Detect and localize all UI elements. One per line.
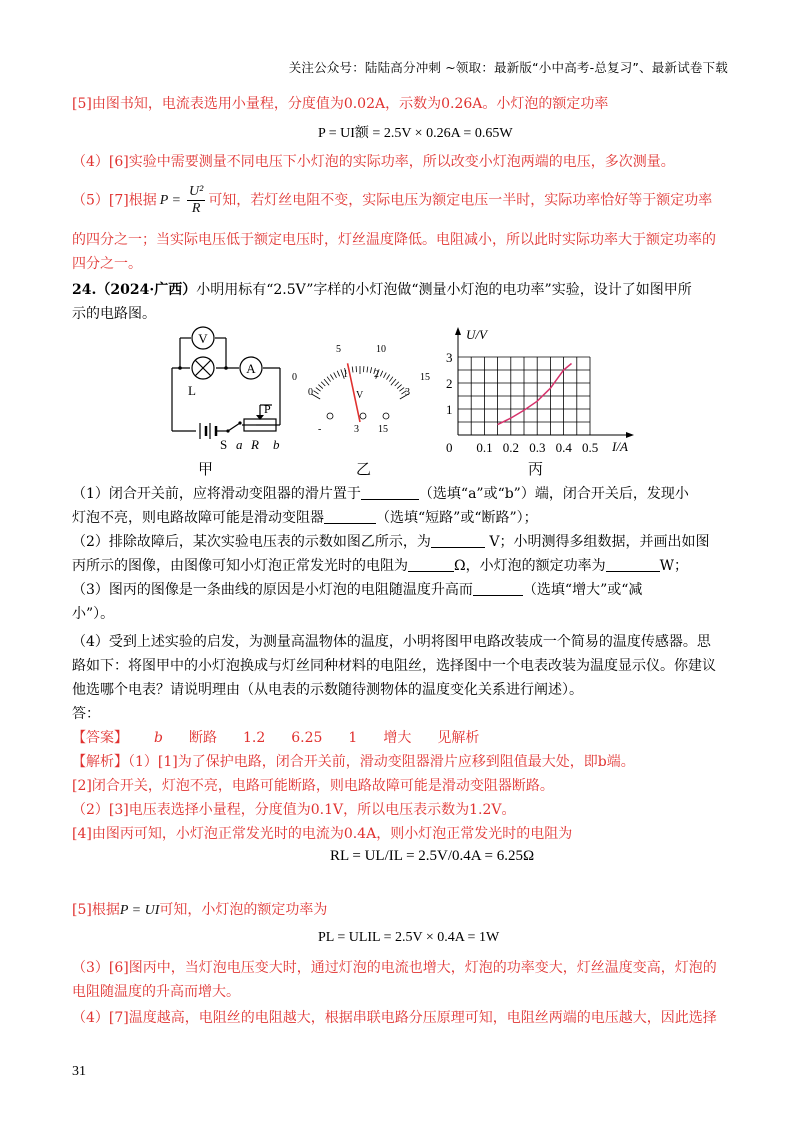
- meter-tick: [397, 385, 401, 389]
- analysis-line-8: （4）[7]温度越高，电阻丝的电阻越大，根据串联电路分压原理可知，电阻丝两端的电压越大，因此选择: [72, 1010, 717, 1026]
- analysis-text-1: （1）[1]为了保护电路，闭合开关前，滑动变阻器滑片应移到阻值最大处，即b端。: [128, 754, 635, 770]
- q1-text-d: （选填“短路”或“断路”）；: [376, 510, 538, 526]
- answer-line: [72, 726, 736, 750]
- rheostat-label: R: [251, 437, 259, 452]
- prev-line-7c: 的四分之一；当实际电压低于额定电压时，灯丝温度降低。电阻减小，所以此时实际功率大于额定功率的: [72, 232, 716, 248]
- answer-3: 1.2: [242, 730, 266, 746]
- lamp-label: L: [188, 383, 196, 398]
- meter-tick: [314, 391, 319, 394]
- top-scale-10: 10: [376, 344, 386, 355]
- answer-label: 【答案】: [72, 730, 128, 746]
- q3-text-b: （选填“增大”或“减: [522, 582, 643, 598]
- answer-6: 增大: [383, 730, 412, 746]
- q24-stem-text: 小明用标有“2.5V”字样的小灯泡做“测量小灯泡的电功率”实验，设计了如图甲所: [196, 282, 692, 298]
- x-tick-label: 0.1: [476, 440, 493, 455]
- q2-text-e: W；: [659, 558, 688, 574]
- answer-5: 1: [348, 730, 358, 746]
- analysis-line-1: [72, 750, 736, 774]
- meter-tick: [395, 382, 399, 386]
- meter-tick: [399, 388, 404, 392]
- prev-line-7d: 四分之一。: [72, 256, 142, 272]
- q2-blank-3[interactable]: [606, 557, 660, 572]
- q2-blank-1[interactable]: [431, 533, 485, 548]
- end-a-label: a: [236, 437, 243, 452]
- meter-tick: [380, 371, 382, 376]
- figure-label-bing: 丙: [528, 460, 544, 478]
- meter-tick: [316, 388, 321, 392]
- answer-7: 见解析: [437, 730, 480, 746]
- q3-line-2: 小”）。: [72, 606, 115, 622]
- ammeter-label: A: [246, 361, 256, 376]
- meter-tick: [370, 367, 371, 373]
- prev-line-5: [5]由图书知，电流表选用小量程，分度值为0.02A，示数为0.26A。小灯泡的额定功率: [72, 96, 609, 112]
- analysis-line-4: [4]由图丙可知，小灯泡正常发光时的电流为0.4A，则小灯泡正常发光时的电阻为: [72, 826, 573, 842]
- meter-tick: [386, 375, 389, 380]
- x-tick-label: 0.3: [529, 440, 546, 455]
- slider-label: P: [264, 402, 271, 416]
- bottom-scale-2: 2: [374, 369, 379, 380]
- u2-over-r: $\frac{\text{U²}}{R}$: [189, 184, 204, 216]
- analysis-eq5: PL = ULIL = 2.5V × 0.4A = 1W: [318, 930, 500, 945]
- meter-tick: [334, 373, 337, 378]
- prev-line-4: （4）[6]实验中需要测量不同电压下小灯泡的实际功率，所以改变小灯泡两端的电压，多次测量。: [72, 154, 675, 170]
- bottom-scale-0: 0: [308, 387, 313, 398]
- x-tick-label: 0: [446, 440, 453, 455]
- analysis-equation-power: [318, 930, 499, 946]
- page-number: 31: [72, 1064, 86, 1079]
- q1-text-b: （选填“a”或“b”）端，闭合开关后，发现小: [418, 486, 689, 502]
- lamp-symbol: [192, 357, 214, 379]
- meter-tick: [383, 373, 386, 378]
- y-tick-label: 3: [446, 350, 453, 365]
- analysis-text-5a: [5]根据: [72, 902, 120, 918]
- y-axis-label: U/V: [466, 327, 487, 342]
- answer-2: 断路: [188, 730, 217, 746]
- terminal-15: 15: [378, 424, 388, 435]
- figure-label-jia: 甲: [198, 460, 214, 478]
- analysis-line-2: [2]闭合开关，灯泡不亮，电路可能断路，则电路故障可能是滑动变阻器断路。: [72, 778, 554, 794]
- q2-text-d: Ω，小灯泡的额定功率为: [454, 558, 606, 574]
- meter-tick: [327, 377, 331, 382]
- meter-tick: [352, 367, 353, 373]
- terminal-neg: -: [318, 424, 322, 435]
- power-formula-fraction: P =: [159, 192, 181, 208]
- meter-tick: [318, 385, 322, 389]
- q24-source: （2024·广西）: [96, 282, 197, 298]
- meter-tick: [321, 382, 325, 386]
- q4-line-1: （4）受到上述实验的启发，为测量高温物体的温度，小明将图甲电路改装成一个简易的温度传感器。思: [72, 634, 711, 650]
- analysis-text-5c: 可知，小灯泡的额定功率为: [159, 902, 328, 918]
- analysis-label: 【解析】: [72, 754, 128, 770]
- switch-label: S: [220, 437, 228, 452]
- q2-line-2: [72, 554, 736, 578]
- answer-1: b: [154, 730, 163, 746]
- meter-tick: [389, 377, 393, 382]
- x-tick-label: 0.4: [555, 440, 572, 455]
- analysis-line-6: （3）[6]图丙中，当灯泡电压变大时，通过灯泡的电流也增大，灯泡的功率变大，灯丝温度变高，灯泡的: [72, 960, 717, 976]
- q24-stem-2: 示的电路图。: [72, 306, 156, 322]
- bottom-scale-3: 3: [405, 387, 410, 398]
- q2-text-c: 丙所示的图像，由图像可知小灯泡正常发光时的电阻为: [72, 558, 408, 574]
- meter-tick: [367, 367, 368, 373]
- analysis-line-7: 电阻随温度的升高而增大。: [72, 984, 240, 1000]
- q2-line-1: [72, 530, 736, 554]
- x-axis-label: I/A: [612, 439, 628, 454]
- terminal-3: 3: [354, 424, 359, 435]
- analysis-line-3: （2）[3]电压表选择小量程，分度值为0.1V，所以电压表示数为1.2V。: [72, 802, 516, 818]
- q2-text-a: （2）排除故障后，某次实验电压表的示数如图乙所示，为: [72, 534, 431, 550]
- top-scale-0: 0: [292, 372, 297, 383]
- meter-unit: V: [356, 390, 364, 401]
- q1-text-a: （1）闭合开关前，应将滑动变阻器的滑片置于: [72, 486, 361, 502]
- analysis-line-5: [72, 898, 736, 923]
- analysis-equation-resistance: [330, 848, 534, 865]
- analysis-formula-pui: P = UI: [119, 903, 160, 918]
- voltmeter-label: V: [198, 331, 208, 346]
- ammeter-symbol: [240, 357, 262, 379]
- q1-blank-2[interactable]: [324, 509, 376, 524]
- prev-eq5-text: P = UI额 = 2.5V × 0.26A = 0.65W: [318, 126, 513, 141]
- u-i-chart: [442, 325, 642, 460]
- q24-number: 24.: [72, 282, 97, 298]
- answer-prompt: 答：: [72, 706, 100, 722]
- x-tick-label: 0.5: [582, 440, 599, 455]
- q24-stem-1: [72, 278, 736, 302]
- meter-tick: [330, 375, 333, 380]
- q3-text-a: （3）图丙的图像是一条曲线的原因是小灯泡的电阻随温度升高而: [72, 582, 473, 598]
- prev-line-7b: 可知，若灯丝电阻不变，实际电压为额定电压一半时，实际功率恰好等于额定功率: [208, 192, 713, 209]
- meter-tick: [337, 371, 339, 376]
- answer-4: 6.25: [291, 730, 323, 746]
- q1-line-1: [72, 482, 736, 506]
- meter-tick: [391, 379, 396, 385]
- voltmeter-symbol: [192, 327, 214, 349]
- q2-blank-2[interactable]: [408, 557, 454, 572]
- x-tick-label: 0.2: [502, 440, 520, 455]
- end-b-label: b: [273, 437, 280, 452]
- q2-text-b: V；小明测得多组数据，并画出如图: [489, 534, 710, 550]
- q3-line-1: [72, 578, 736, 602]
- q3-blank[interactable]: [473, 581, 523, 596]
- y-tick-label: 2: [446, 376, 453, 391]
- top-scale-15: 15: [420, 372, 430, 383]
- prev-line-7: [72, 184, 736, 217]
- figure-label-yi: 乙: [356, 460, 372, 478]
- bottom-scale-1: 1: [343, 369, 348, 380]
- q1-blank-1[interactable]: [361, 485, 419, 500]
- q1-text-c: 灯泡不亮，则电路故障可能是滑动变阻器: [72, 510, 324, 526]
- y-tick-label: 1: [446, 402, 453, 417]
- u-i-curve: [498, 364, 572, 425]
- q4-line-3: 他选哪个电表？请说明理由（从电表的示数随待测物体的温度变化关系进行阐述）。: [72, 682, 583, 698]
- prev-line-7a: （5）[7]根据: [72, 192, 157, 209]
- prev-equation-power: [318, 122, 513, 142]
- voltmeter-dial: [290, 340, 440, 440]
- q1-line-2: [72, 506, 736, 530]
- q4-line-2: 路如下：将图甲中的小灯泡换成与灯丝同种材料的电阻丝，选择图中一个电表改装为温度显示仪。你建议: [72, 658, 716, 674]
- page-header: 关注公众号：陆陆高分冲刺 ~领取：最新版“小中高考-总复习”、最新试卷下载: [288, 60, 728, 75]
- analysis-eq4: RL = UL/IL = 2.5V/0.4A = 6.25Ω: [330, 848, 535, 864]
- meter-tick: [324, 379, 329, 385]
- circuit-diagram: [160, 325, 300, 460]
- top-scale-5: 5: [336, 344, 341, 355]
